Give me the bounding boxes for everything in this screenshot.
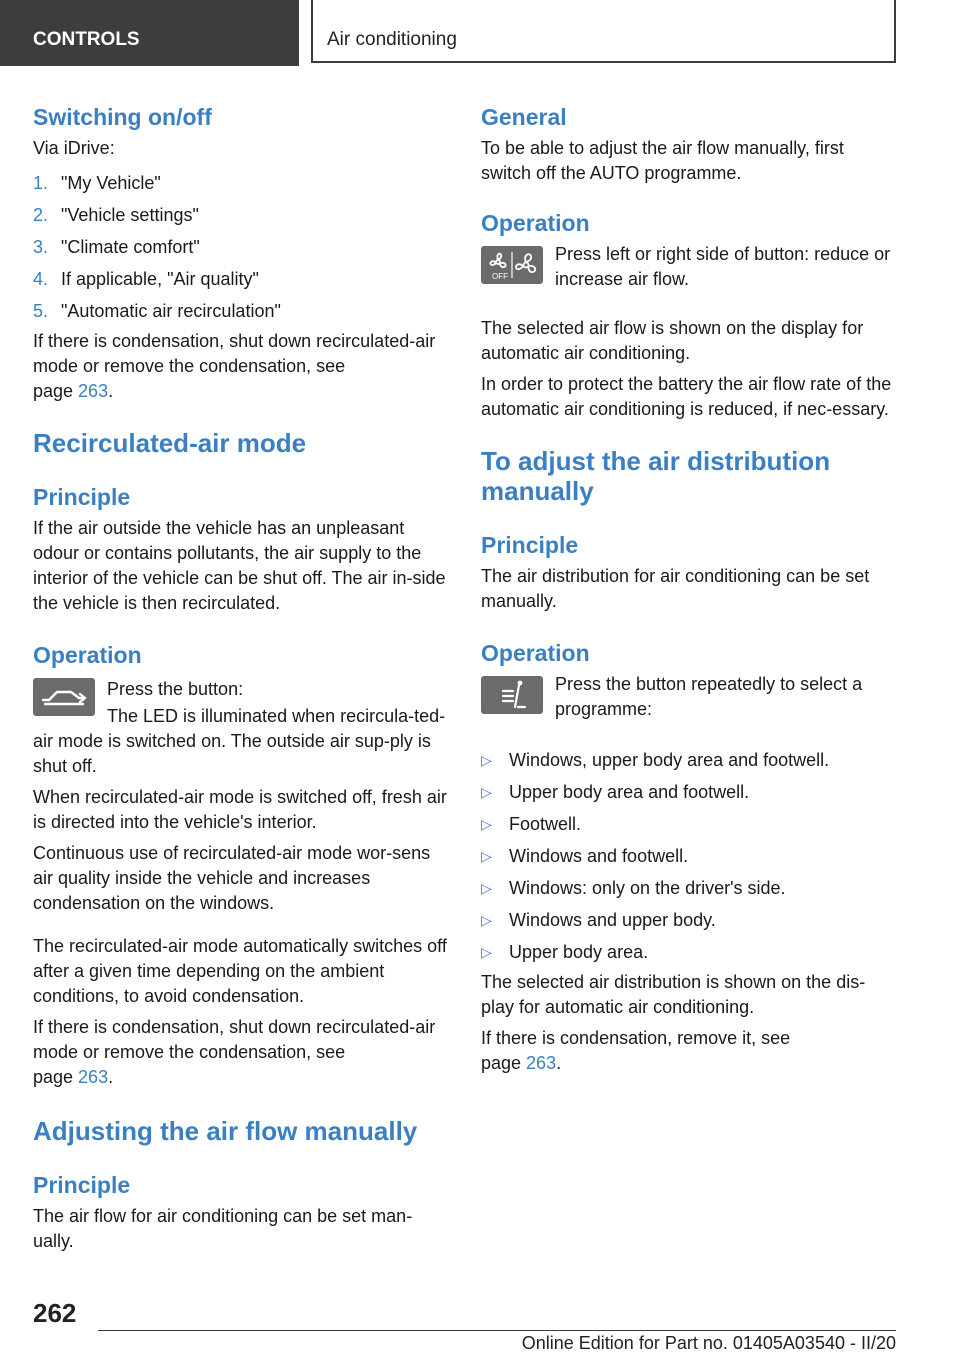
left-column: [33, 100, 451, 1254]
led-description: The LED is illuminated when recircula-ted-air mode is switched on. The outside air sup-ply is shut off.: [33, 706, 446, 776]
step-item: 3. "Climate comfort": [33, 237, 200, 257]
distribution-heading: To adjust the air distribution manually: [481, 446, 831, 506]
list-item: ▷ Windows and upper body.: [481, 910, 716, 930]
condensation-text-1: If there is condensation, shut down recirculated-air mode or remove the condensation, see page 263.: [33, 331, 436, 401]
list-item: ▷ Windows: only on the driver's side.: [481, 878, 786, 898]
principle-heading: Principle: [33, 484, 131, 510]
right-column: [481, 100, 897, 1076]
distribution-block: [481, 672, 897, 734]
fan-text: Press left or right side of button: reduce or increase air flow.: [555, 244, 891, 289]
display-text: The selected air flow is shown on the display for automatic air conditioning.: [481, 318, 864, 363]
principle-text: If the air outside the vehicle has an unpleasant odour or contains pollutants, the air supply to the interior of the vehicle can be shut off. The air in-side the vehicle is then recirculated.: [33, 518, 446, 613]
airflow-heading: Adjusting the air flow manually: [33, 1116, 418, 1146]
fresh-air-text: When recirculated-air mode is switched off, fresh air is directed into the vehicle's interior.: [33, 787, 447, 832]
air-distribution-button-icon: [481, 676, 543, 714]
recirculated-air-heading: Recirculated-air mode: [33, 428, 307, 458]
list-item: ▷ Upper body area.: [481, 942, 649, 962]
continuous-use-text: Continuous use of recirculated-air mode wor-sens air quality inside the vehicle and increases condensation on the windows.: [33, 843, 431, 913]
page-link-263[interactable]: 263: [526, 1053, 557, 1073]
list-item: ▷ Windows, upper body area and footwell.: [481, 750, 830, 770]
auto-off-text: The recirculated-air mode automatically switches off after a given time depending on the ambient conditions, to avoid condensation.: [33, 936, 447, 1006]
page-link-263[interactable]: 263: [78, 381, 109, 401]
fan-button-icon: [481, 246, 543, 284]
press-button-text: Press the button:: [107, 679, 244, 699]
list-item: ▷ Upper body area and footwell.: [481, 782, 750, 802]
chapter-title: Air conditioning: [311, 0, 896, 63]
step-item: 4. If applicable, "Air quality": [33, 269, 259, 289]
edition-text: Online Edition for Part no. 01405A03540 - II/20: [521, 1333, 896, 1353]
page-link-263[interactable]: 263: [78, 1067, 109, 1087]
operation2-heading: Operation: [481, 640, 590, 666]
fan-block: [481, 242, 897, 304]
distribution-principle-text: The air distribution for air conditioning can be set manually.: [481, 566, 870, 611]
list-item: ▷ Footwell.: [481, 814, 582, 834]
page-number: 262: [33, 1298, 77, 1328]
idrive-steps: [33, 167, 451, 327]
condensation-text-2: If there is condensation, shut down recirculated-air mode or remove the condensation, see page 263.: [33, 1017, 436, 1087]
via-idrive-text: Via iDrive:: [33, 138, 115, 158]
step-item: 2. "Vehicle settings": [33, 205, 199, 225]
distribution-display-text: The selected air distribution is shown on the dis-play for automatic air conditioning.: [481, 972, 866, 1017]
select-programme-text: Press the button repeatedly to select a programme:: [555, 674, 863, 719]
step-item: 1. "My Vehicle": [33, 173, 161, 193]
list-item: ▷ Windows and footwell.: [481, 846, 689, 866]
step-item: 5. "Automatic air recirculation": [33, 301, 281, 321]
section-tab: CONTROLS: [0, 0, 299, 66]
recirculation-block: [33, 674, 451, 736]
page-header: [0, 0, 960, 66]
distribution-principle-heading: Principle: [481, 532, 579, 558]
programme-list: [481, 744, 897, 968]
switching-heading: Switching on/off: [33, 104, 212, 130]
recirculation-button-icon: [33, 678, 95, 716]
operation-heading-right: Operation: [481, 210, 590, 236]
svg-text:OFF: OFF: [492, 272, 508, 281]
general-heading: General: [481, 104, 567, 130]
general-text: To be able to adjust the air flow manually, first switch off the AUTO programme.: [481, 138, 844, 183]
operation-heading: Operation: [33, 642, 142, 668]
airflow-principle-heading: Principle: [33, 1172, 131, 1198]
battery-text: In order to protect the battery the air flow rate of the automatic air conditioning is reduced, if nec-essary.: [481, 374, 892, 419]
condensation-text-right: If there is condensation, remove it, see page 263.: [481, 1028, 791, 1073]
airflow-principle-text: The air flow for air conditioning can be set man-ually.: [33, 1206, 413, 1251]
